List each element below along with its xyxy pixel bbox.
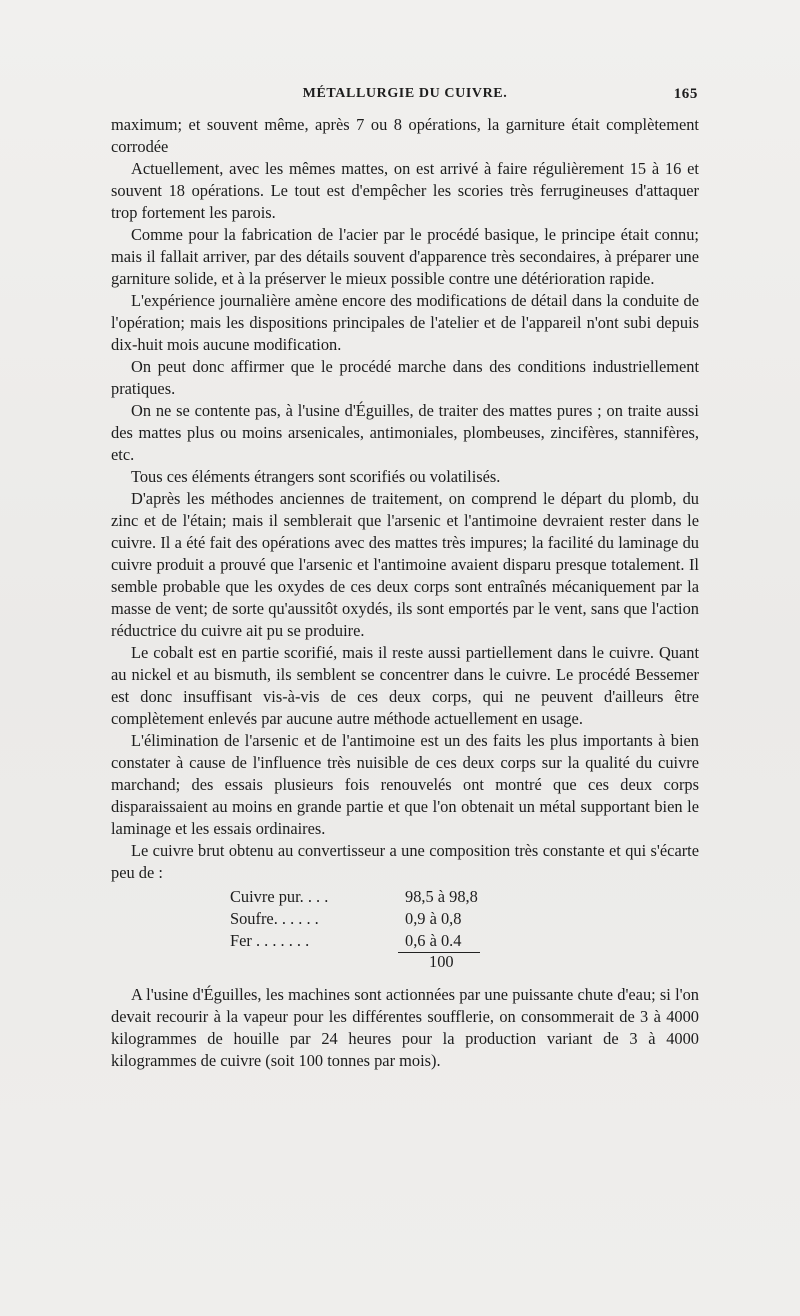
composition-row (230, 930, 510, 952)
paragraph-continuation: maximum; et souvent même, après 7 ou 8 opérations, la garniture était complètement corrodée (111, 115, 699, 156)
body-text (111, 114, 699, 1072)
composition-row (230, 886, 510, 908)
paragraph: Le cobalt est en partie scorifié, mais il reste aussi partiellement dans le cuivre. Quant au nickel et au bismuth, ils semblent se concentrer dans le cuivre. Le procédé Bessemer est donc insuffisant vis-à-vis de ces deux corps, qui ne peuvent d'ailleurs être complètement enlevés par aucune autre méthode actuellement en usage. (111, 643, 699, 728)
composition-value: 0,6 à 0.4 (405, 931, 462, 950)
paragraph: L'élimination de l'arsenic et de l'antimoine est un des faits les plus importants à bien constater à cause de l'influence très nuisible de ces deux corps sur la qualité du cuivre marchand; des essais plusieurs fois renouvelés ont montré que ces deux corps disparaissaient au moins en grande partie et que l'on obtenait un métal supportant bien le laminage et les essais ordinaires. (111, 731, 699, 838)
composition-table (111, 886, 699, 976)
paragraph: Le cuivre brut obtenu au convertisseur a une composition très constante et qui s'écarte peu de : (111, 841, 699, 882)
composition-total: 100 (429, 952, 454, 971)
paragraph: Actuellement, avec les mêmes mattes, on est arrivé à faire régulièrement 15 à 16 et souvent 18 opérations. Le tout est d'empêcher les scories très ferrugineuses d'attaquer trop fortement les parois. (111, 159, 699, 222)
composition-label: Cuivre pur. . . . (230, 887, 329, 906)
composition-row (230, 908, 510, 930)
paragraph: Tous ces éléments étrangers sont scorifiés ou volatilisés. (131, 467, 501, 486)
paragraph: Comme pour la fabrication de l'acier par le procédé basique, le principe était connu; mais il fallait arriver, par des détails souvent d'apparence très secondaires, à préparer une garniture solide, et à la préserver le mieux possible contre une détérioration rapide. (111, 225, 699, 288)
composition-value: 98,5 à 98,8 (405, 887, 478, 906)
paragraph-closing: A l'usine d'Éguilles, les machines sont actionnées par une puissante chute d'eau; si l'on devait recourir à la vapeur pour les différentes soufflerie, on consommerait de 3 à 4000 kilogrammes de houille par 24 heures pour la production variant de 3 à 4000 kilogrammes de cuivre (soit 100 tonnes par mois). (111, 985, 699, 1070)
paragraph: D'après les méthodes anciennes de traitement, on comprend le départ du plomb, du zinc et de l'étain; mais il semblerait que l'arsenic et l'antimoine devraient rester dans le cuivre. Il a été fait des opérations avec des mattes très impures; la facilité du laminage du cuivre produit a prouvé que l'arsenic et l'antimoine avaient disparu presque totalement. Il semble probable que les oxydes de ces deux corps sont entraînés mécaniquement par la masse de vent; de sorte qu'aussitôt oxydés, ils sont emportés par le vent, sans que l'action réductrice du cuivre ait pu se produire. (111, 489, 699, 640)
composition-label: Fer . . . . . . . (230, 931, 310, 950)
running-title: MÉTALLURGIE DU CUIVRE. (302, 86, 508, 101)
page-number: 165 (673, 86, 698, 102)
paragraph: L'expérience journalière amène encore des modifications de détail dans la conduite de l'opération; mais les dispositions principales de l'atelier et de l'appareil n'ont subi depuis dix-huit mois aucune modification. (111, 291, 699, 354)
composition-label: Soufre. . . . . . (230, 909, 319, 928)
paragraph: On ne se contente pas, à l'usine d'Éguilles, de traiter des mattes pures ; on traite aussi des mattes plus ou moins arsenicales, antimoniales, plombeuses, zincifères, stannifères, etc. (111, 401, 699, 464)
composition-value: 0,9 à 0,8 (405, 909, 462, 928)
running-head (112, 86, 698, 108)
paragraph: On peut donc affirmer que le procédé marche dans des conditions industriellement pratiques. (111, 357, 699, 398)
